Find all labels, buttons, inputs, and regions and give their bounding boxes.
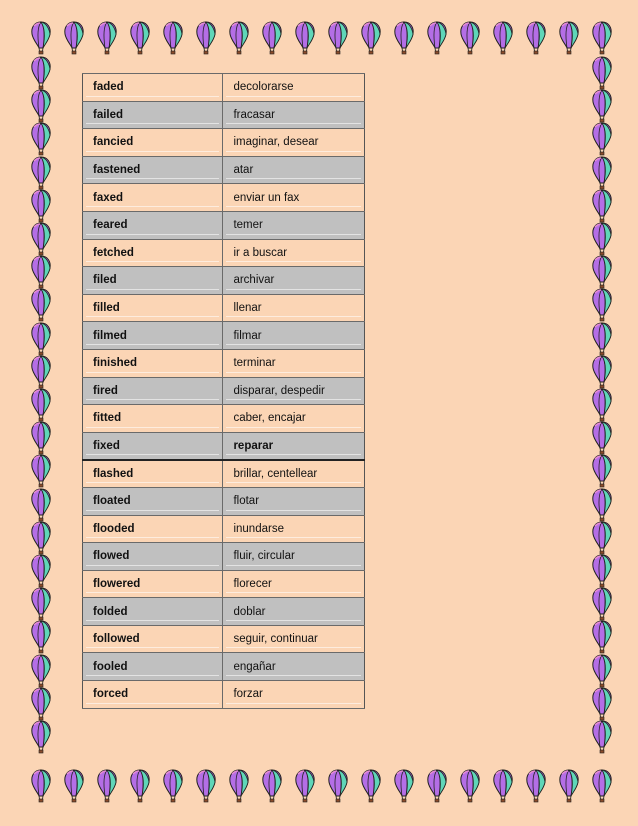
table-row xyxy=(83,625,365,653)
hot-air-balloon-icon xyxy=(30,321,52,357)
hot-air-balloon-icon xyxy=(525,20,547,56)
spanish-translation: flotar xyxy=(223,487,365,515)
english-word: folded xyxy=(83,598,223,626)
hot-air-balloon-icon xyxy=(591,20,613,56)
table-row xyxy=(83,377,365,405)
hot-air-balloon-icon xyxy=(30,553,52,589)
spanish-translation: doblar xyxy=(223,598,365,626)
hot-air-balloon-icon xyxy=(591,653,613,689)
table-row xyxy=(83,653,365,681)
hot-air-balloon-icon xyxy=(30,586,52,622)
english-word: fired xyxy=(83,377,223,405)
hot-air-balloon-icon xyxy=(30,20,52,56)
english-word: faded xyxy=(83,74,223,102)
english-word: filled xyxy=(83,294,223,322)
hot-air-balloon-icon xyxy=(591,188,613,224)
spanish-translation: ir a buscar xyxy=(223,239,365,267)
english-word: failed xyxy=(83,101,223,129)
hot-air-balloon-icon xyxy=(30,387,52,423)
hot-air-balloon-icon xyxy=(459,20,481,56)
hot-air-balloon-icon xyxy=(591,487,613,523)
hot-air-balloon-icon xyxy=(591,768,613,804)
hot-air-balloon-icon xyxy=(525,768,547,804)
english-word: flashed xyxy=(83,460,223,488)
spanish-translation: enviar un fax xyxy=(223,184,365,212)
hot-air-balloon-icon xyxy=(63,20,85,56)
hot-air-balloon-icon xyxy=(30,453,52,489)
hot-air-balloon-icon xyxy=(96,768,118,804)
english-word: fitted xyxy=(83,405,223,433)
hot-air-balloon-icon xyxy=(360,20,382,56)
table-row xyxy=(83,681,365,709)
hot-air-balloon-icon xyxy=(492,20,514,56)
spanish-translation: brillar, centellear xyxy=(223,460,365,488)
table-row xyxy=(83,405,365,433)
hot-air-balloon-icon xyxy=(393,20,415,56)
hot-air-balloon-icon xyxy=(591,55,613,91)
spanish-translation: caber, encajar xyxy=(223,405,365,433)
hot-air-balloon-icon xyxy=(558,20,580,56)
hot-air-balloon-icon xyxy=(426,20,448,56)
hot-air-balloon-icon xyxy=(591,686,613,722)
table-row xyxy=(83,322,365,350)
hot-air-balloon-icon xyxy=(426,768,448,804)
spanish-translation: temer xyxy=(223,211,365,239)
hot-air-balloon-icon xyxy=(228,20,250,56)
hot-air-balloon-icon xyxy=(129,20,151,56)
spanish-translation: terminar xyxy=(223,349,365,377)
english-word: flowed xyxy=(83,543,223,571)
table-row xyxy=(83,487,365,515)
hot-air-balloon-icon xyxy=(591,520,613,556)
spanish-translation: filmar xyxy=(223,322,365,350)
english-word: flowered xyxy=(83,570,223,598)
hot-air-balloon-icon xyxy=(459,768,481,804)
hot-air-balloon-icon xyxy=(30,254,52,290)
hot-air-balloon-icon xyxy=(558,768,580,804)
hot-air-balloon-icon xyxy=(591,221,613,257)
english-word: finished xyxy=(83,349,223,377)
hot-air-balloon-icon xyxy=(30,121,52,157)
hot-air-balloon-icon xyxy=(591,121,613,157)
english-word: fancied xyxy=(83,129,223,157)
hot-air-balloon-icon xyxy=(591,254,613,290)
spanish-translation: engañar xyxy=(223,653,365,681)
table-row xyxy=(83,184,365,212)
table-row xyxy=(83,239,365,267)
hot-air-balloon-icon xyxy=(30,768,52,804)
hot-air-balloon-icon xyxy=(492,768,514,804)
vocabulary-table xyxy=(82,73,365,709)
hot-air-balloon-icon xyxy=(30,719,52,755)
table-row xyxy=(83,294,365,322)
spanish-translation: forzar xyxy=(223,681,365,709)
hot-air-balloon-icon xyxy=(591,553,613,589)
english-word: flooded xyxy=(83,515,223,543)
hot-air-balloon-icon xyxy=(294,768,316,804)
hot-air-balloon-icon xyxy=(162,768,184,804)
hot-air-balloon-icon xyxy=(591,719,613,755)
hot-air-balloon-icon xyxy=(360,768,382,804)
hot-air-balloon-icon xyxy=(30,487,52,523)
hot-air-balloon-icon xyxy=(30,221,52,257)
hot-air-balloon-icon xyxy=(30,188,52,224)
hot-air-balloon-icon xyxy=(30,520,52,556)
hot-air-balloon-icon xyxy=(591,287,613,323)
spanish-translation: decolorarse xyxy=(223,74,365,102)
hot-air-balloon-icon xyxy=(30,287,52,323)
english-word: fixed xyxy=(83,432,223,460)
table-row xyxy=(83,74,365,102)
hot-air-balloon-icon xyxy=(30,653,52,689)
table-row xyxy=(83,349,365,377)
table-row xyxy=(83,570,365,598)
table-row xyxy=(83,598,365,626)
hot-air-balloon-icon xyxy=(393,768,415,804)
hot-air-balloon-icon xyxy=(261,768,283,804)
hot-air-balloon-icon xyxy=(591,619,613,655)
hot-air-balloon-icon xyxy=(30,686,52,722)
spanish-translation: seguir, continuar xyxy=(223,625,365,653)
spanish-translation: inundarse xyxy=(223,515,365,543)
hot-air-balloon-icon xyxy=(195,20,217,56)
hot-air-balloon-icon xyxy=(591,420,613,456)
hot-air-balloon-icon xyxy=(162,20,184,56)
hot-air-balloon-icon xyxy=(30,354,52,390)
hot-air-balloon-icon xyxy=(591,354,613,390)
hot-air-balloon-icon xyxy=(591,453,613,489)
english-word: feared xyxy=(83,211,223,239)
hot-air-balloon-icon xyxy=(30,88,52,124)
english-word: floated xyxy=(83,487,223,515)
hot-air-balloon-icon xyxy=(63,768,85,804)
table-row xyxy=(83,543,365,571)
table-row xyxy=(83,211,365,239)
english-word: forced xyxy=(83,681,223,709)
hot-air-balloon-icon xyxy=(228,768,250,804)
english-word: followed xyxy=(83,625,223,653)
spanish-translation: atar xyxy=(223,156,365,184)
hot-air-balloon-icon xyxy=(30,155,52,191)
table-row xyxy=(83,432,365,460)
spanish-translation: florecer xyxy=(223,570,365,598)
hot-air-balloon-icon xyxy=(30,55,52,91)
spanish-translation: archivar xyxy=(223,267,365,295)
spanish-translation: reparar xyxy=(223,432,365,460)
hot-air-balloon-icon xyxy=(591,88,613,124)
hot-air-balloon-icon xyxy=(327,20,349,56)
english-word: fooled xyxy=(83,653,223,681)
hot-air-balloon-icon xyxy=(591,155,613,191)
hot-air-balloon-icon xyxy=(327,768,349,804)
spanish-translation: disparar, despedir xyxy=(223,377,365,405)
table-row xyxy=(83,101,365,129)
hot-air-balloon-icon xyxy=(591,586,613,622)
hot-air-balloon-icon xyxy=(30,420,52,456)
english-word: faxed xyxy=(83,184,223,212)
hot-air-balloon-icon xyxy=(591,321,613,357)
table-row xyxy=(83,267,365,295)
spanish-translation: imaginar, desear xyxy=(223,129,365,157)
hot-air-balloon-icon xyxy=(294,20,316,56)
spanish-translation: fracasar xyxy=(223,101,365,129)
hot-air-balloon-icon xyxy=(96,20,118,56)
hot-air-balloon-icon xyxy=(30,619,52,655)
english-word: filed xyxy=(83,267,223,295)
table-row xyxy=(83,460,365,488)
hot-air-balloon-icon xyxy=(195,768,217,804)
english-word: fastened xyxy=(83,156,223,184)
hot-air-balloon-icon xyxy=(261,20,283,56)
english-word: filmed xyxy=(83,322,223,350)
table-row xyxy=(83,129,365,157)
spanish-translation: fluir, circular xyxy=(223,543,365,571)
hot-air-balloon-icon xyxy=(129,768,151,804)
hot-air-balloon-icon xyxy=(591,387,613,423)
table-row xyxy=(83,156,365,184)
table-row xyxy=(83,515,365,543)
spanish-translation: llenar xyxy=(223,294,365,322)
english-word: fetched xyxy=(83,239,223,267)
